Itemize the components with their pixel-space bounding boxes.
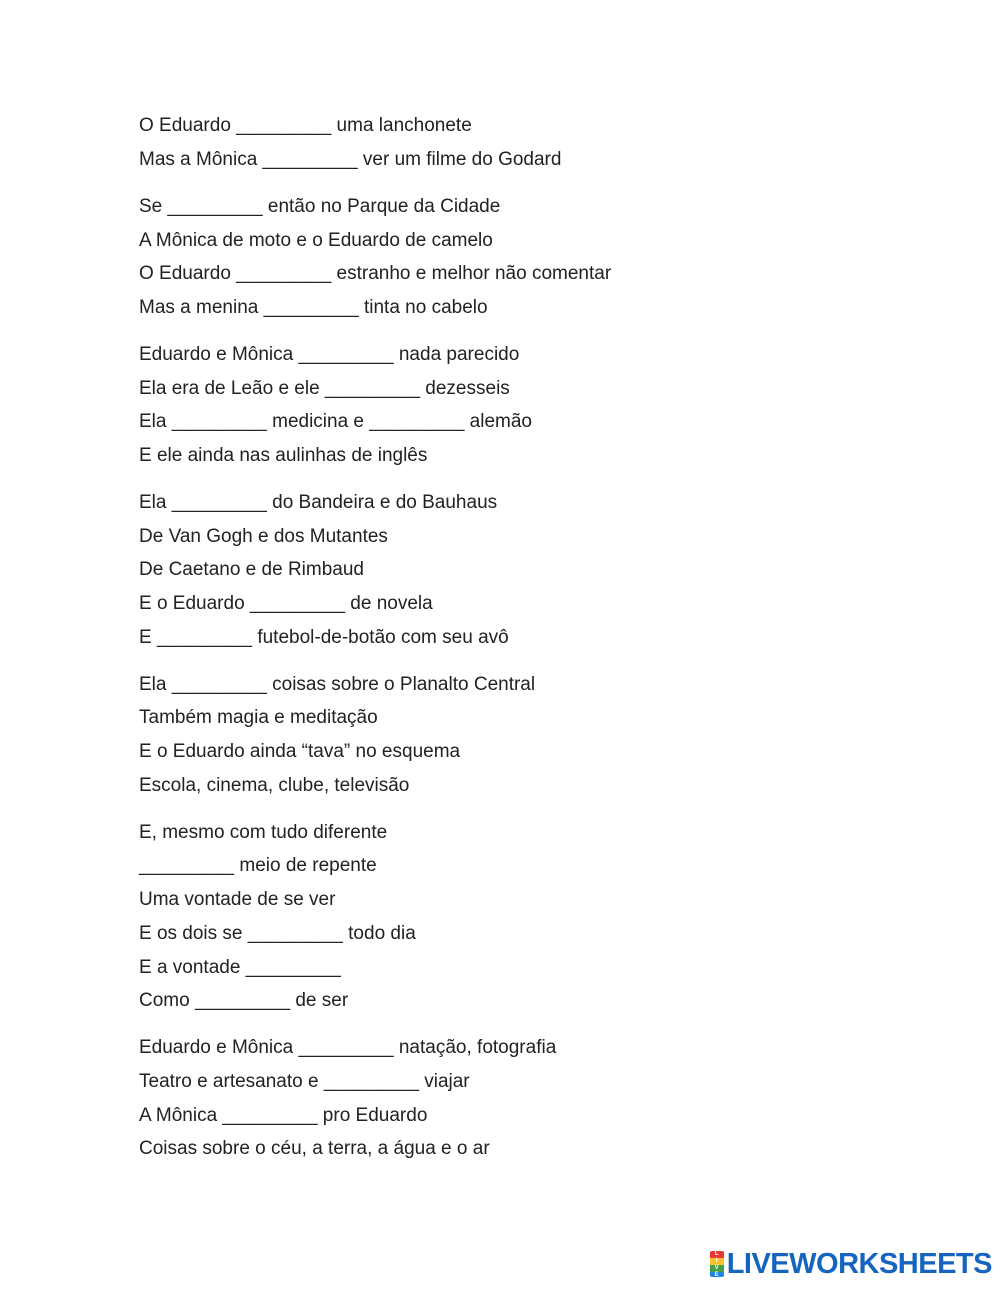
lyric-line: E _________ futebol-de-botão com seu avô xyxy=(139,627,509,648)
lyric-line: E o Eduardo ainda “tava” no esquema xyxy=(139,741,461,762)
lyric-line: Mas a Mônica _________ ver um filme do Godard xyxy=(139,149,562,170)
logo-mark-icon xyxy=(710,1251,724,1277)
lyric-line: Ela era de Leão e ele _________ dezesseis xyxy=(139,378,510,399)
lyric-line: De Van Gogh e dos Mutantes xyxy=(139,526,388,547)
lyric-line: Teatro e artesanato e _________ viajar xyxy=(139,1071,470,1092)
lyric-line: E, mesmo com tudo diferente xyxy=(139,822,388,843)
lyric-line: Escola, cinema, clube, televisão xyxy=(139,775,410,796)
lyric-line: Ela _________ do Bandeira e do Bauhaus xyxy=(139,492,498,513)
lyric-line: Também magia e meditação xyxy=(139,707,378,728)
lyric-line: A Mônica _________ pro Eduardo xyxy=(139,1105,428,1126)
logo-mark-letter: E xyxy=(710,1272,724,1277)
lyric-line: E os dois se _________ todo dia xyxy=(139,923,416,944)
logo-mark-letter: L xyxy=(710,1251,724,1258)
lyric-line: O Eduardo _________ estranho e melhor não comentar xyxy=(139,263,612,284)
lyric-line: E a vontade _________ xyxy=(139,957,341,978)
lyric-line: E ele ainda nas aulinhas de inglês xyxy=(139,445,428,466)
worksheet-page xyxy=(139,0,939,1291)
liveworksheets-logo xyxy=(710,1249,992,1279)
lyric-line: Eduardo e Mônica _________ natação, fotografia xyxy=(139,1037,557,1058)
lyric-line: Mas a menina _________ tinta no cabelo xyxy=(139,297,488,318)
lyric-line: Coisas sobre o céu, a terra, a água e o ar xyxy=(139,1138,490,1159)
lyric-line: Como _________ de ser xyxy=(139,990,349,1011)
lyric-line: Ela _________ coisas sobre o Planalto Central xyxy=(139,674,536,695)
lyric-line: A Mônica de moto e o Eduardo de camelo xyxy=(139,230,493,251)
lyric-line: Eduardo e Mônica _________ nada parecido xyxy=(139,344,520,365)
lyric-line: _________ meio de repente xyxy=(139,855,377,876)
lyric-line: O Eduardo _________ uma lanchonete xyxy=(139,115,472,136)
logo-mark-letter: I xyxy=(710,1258,724,1265)
lyric-line: Ela _________ medicina e _________ alemão xyxy=(139,411,532,432)
lyric-line: E o Eduardo _________ de novela xyxy=(139,593,433,614)
lyric-line: Uma vontade de se ver xyxy=(139,889,336,910)
lyric-line: Se _________ então no Parque da Cidade xyxy=(139,196,501,217)
logo-text: LIVEWORKSHEETS xyxy=(726,1247,992,1280)
lyric-line: De Caetano e de Rimbaud xyxy=(139,559,364,580)
logo-mark-letter: V xyxy=(710,1265,724,1272)
